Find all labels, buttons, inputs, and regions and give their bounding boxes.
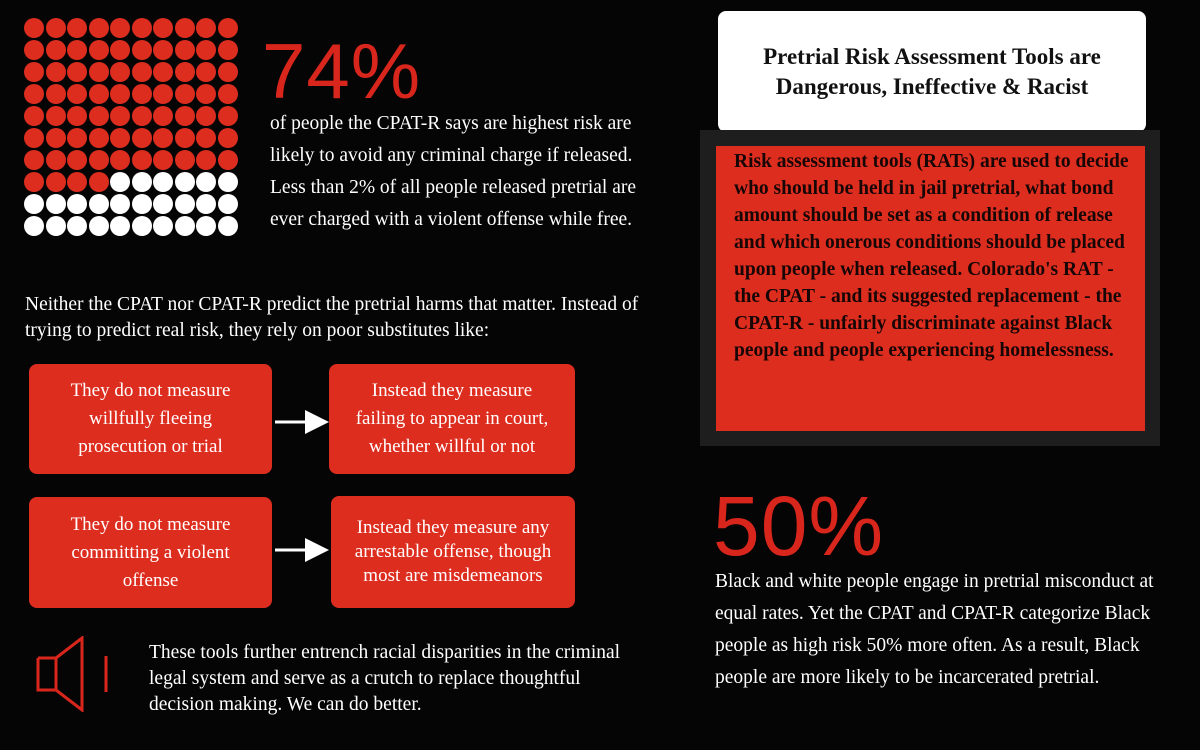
dot-highlighted: [153, 40, 173, 60]
dot-highlighted: [67, 18, 87, 38]
dot-remainder: [218, 216, 238, 236]
dot-highlighted: [67, 62, 87, 82]
dot-highlighted: [218, 106, 238, 126]
dot-highlighted: [110, 62, 130, 82]
page-title: Pretrial Risk Assessment Tools are Dangerous, Ineffective & Racist: [763, 43, 1101, 99]
dot-highlighted: [175, 40, 195, 60]
percentage-dot-grid: [24, 18, 238, 236]
dot-remainder: [132, 172, 152, 192]
dot-highlighted: [132, 40, 152, 60]
dot-highlighted: [46, 62, 66, 82]
dot-highlighted: [175, 128, 195, 148]
dot-highlighted: [132, 84, 152, 104]
comparison-box-measured-2: [331, 496, 575, 608]
dot-highlighted: [175, 18, 195, 38]
dot-highlighted: [89, 172, 109, 192]
dot-remainder: [132, 216, 152, 236]
dot-highlighted: [46, 150, 66, 170]
dot-highlighted: [67, 172, 87, 192]
dot-highlighted: [218, 18, 238, 38]
dot-remainder: [218, 194, 238, 214]
dot-remainder: [175, 172, 195, 192]
dot-remainder: [196, 216, 216, 236]
dot-highlighted: [175, 62, 195, 82]
dot-highlighted: [218, 128, 238, 148]
dot-highlighted: [89, 62, 109, 82]
closing-paragraph: These tools further entrench racial disparities in the criminal legal system and serve as a crutch to replace thoughtful decision making. We can do better.: [149, 642, 621, 715]
dot-highlighted: [46, 84, 66, 104]
dot-highlighted: [153, 62, 173, 82]
dot-highlighted: [153, 150, 173, 170]
dot-highlighted: [175, 106, 195, 126]
stat-74-figure: 74%: [262, 27, 422, 115]
title-box: [718, 11, 1146, 132]
dot-highlighted: [67, 40, 87, 60]
dot-highlighted: [24, 62, 44, 82]
comparison-text: They do not measure committing a violent offense: [70, 513, 231, 591]
stat-74-description: of people the CPAT-R says are highest risk are likely to avoid any criminal charge if released. Less than 2% of all people released pretrial are ever charged with a violent offense while free.: [270, 113, 636, 230]
dot-highlighted: [67, 106, 87, 126]
dot-highlighted: [218, 62, 238, 82]
intro-paragraph: Neither the CPAT nor CPAT-R predict the pretrial harms that matter. Instead of trying to predict real risk, they rely on poor substitutes like:: [25, 294, 639, 341]
dot-highlighted: [89, 40, 109, 60]
info-paragraph: Risk assessment tools (RATs) are used to decide who should be held in jail pretrial, what bond amount should be set as a condition of release and which onerous conditions should be placed upon people when released. Colorado's RAT - the CPAT - and its suggested replacement - the CPAT-R - unfairly discriminate against Black people and people experiencing homelessness.: [734, 151, 1129, 361]
dot-remainder: [89, 194, 109, 214]
dot-remainder: [24, 194, 44, 214]
dot-highlighted: [24, 18, 44, 38]
dot-remainder: [132, 194, 152, 214]
dot-highlighted: [153, 128, 173, 148]
dot-highlighted: [89, 128, 109, 148]
comparison-text: They do not measure willfully fleeing prosecution or trial: [70, 380, 231, 457]
dot-highlighted: [153, 18, 173, 38]
dot-remainder: [153, 216, 173, 236]
dot-highlighted: [89, 84, 109, 104]
dot-remainder: [67, 216, 87, 236]
dot-highlighted: [110, 18, 130, 38]
dot-highlighted: [67, 150, 87, 170]
dot-highlighted: [196, 18, 216, 38]
comparison-text: Instead they measure any arrestable offense, though most are misdemeanors: [354, 517, 552, 586]
dot-highlighted: [132, 62, 152, 82]
dot-highlighted: [110, 128, 130, 148]
dot-highlighted: [196, 150, 216, 170]
comparison-box-measured-1: [329, 364, 575, 474]
dot-remainder: [67, 194, 87, 214]
dot-remainder: [110, 216, 130, 236]
dot-highlighted: [24, 150, 44, 170]
dot-highlighted: [110, 106, 130, 126]
dot-remainder: [46, 216, 66, 236]
right-arrow-icon: [275, 537, 329, 563]
dot-highlighted: [218, 84, 238, 104]
dot-highlighted: [218, 150, 238, 170]
dot-remainder: [175, 194, 195, 214]
dot-highlighted: [218, 40, 238, 60]
dot-highlighted: [175, 84, 195, 104]
comparison-box-not-measured-2: [29, 497, 272, 608]
dot-highlighted: [196, 106, 216, 126]
dot-highlighted: [67, 84, 87, 104]
dot-highlighted: [24, 172, 44, 192]
dot-highlighted: [89, 106, 109, 126]
dot-remainder: [175, 216, 195, 236]
comparison-text: Instead they measure failing to appear in court, whether willful or not: [355, 380, 549, 457]
speaker-icon: [36, 636, 112, 712]
dot-remainder: [110, 194, 130, 214]
dot-highlighted: [46, 172, 66, 192]
dot-highlighted: [196, 84, 216, 104]
dot-remainder: [196, 194, 216, 214]
dot-remainder: [110, 172, 130, 192]
dot-highlighted: [24, 84, 44, 104]
stat-50-figure: 50%: [713, 479, 885, 573]
dot-highlighted: [196, 128, 216, 148]
comparison-box-not-measured-1: [29, 364, 272, 474]
dot-highlighted: [110, 84, 130, 104]
dot-remainder: [153, 172, 173, 192]
dot-remainder: [24, 216, 44, 236]
dot-highlighted: [196, 62, 216, 82]
dot-highlighted: [24, 128, 44, 148]
dot-remainder: [46, 194, 66, 214]
dot-highlighted: [132, 18, 152, 38]
dot-highlighted: [89, 150, 109, 170]
dot-remainder: [153, 194, 173, 214]
dot-highlighted: [67, 128, 87, 148]
dot-highlighted: [89, 18, 109, 38]
dot-highlighted: [153, 106, 173, 126]
dot-highlighted: [132, 106, 152, 126]
dot-highlighted: [46, 106, 66, 126]
dot-remainder: [196, 172, 216, 192]
dot-highlighted: [24, 106, 44, 126]
dot-remainder: [89, 216, 109, 236]
dot-highlighted: [132, 150, 152, 170]
dot-highlighted: [46, 40, 66, 60]
dot-highlighted: [24, 40, 44, 60]
stat-50-description: Black and white people engage in pretrial misconduct at equal rates. Yet the CPAT and CPAT-R categorize Black people as high risk 50% more often. As a result, Black people are more likely to be incarcerated pretrial.: [715, 571, 1154, 688]
dot-highlighted: [46, 18, 66, 38]
dot-highlighted: [132, 128, 152, 148]
dot-remainder: [218, 172, 238, 192]
dot-highlighted: [110, 150, 130, 170]
dot-highlighted: [110, 40, 130, 60]
dot-highlighted: [46, 128, 66, 148]
dot-highlighted: [175, 150, 195, 170]
right-arrow-icon: [275, 409, 329, 435]
dot-highlighted: [196, 40, 216, 60]
dot-highlighted: [153, 84, 173, 104]
